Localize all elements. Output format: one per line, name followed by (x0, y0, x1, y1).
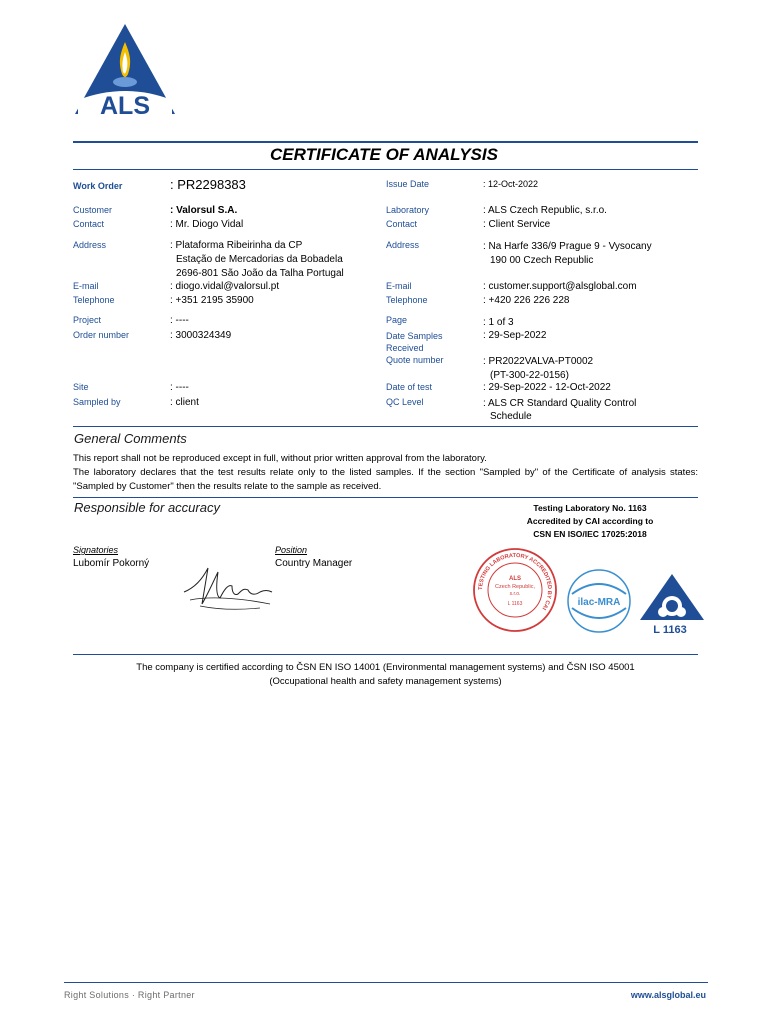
address-line-3: 2696-801 São João da Talha Portugal (176, 268, 344, 279)
site-value: : ---- (170, 382, 189, 393)
signatories-label: Signatories (73, 545, 119, 555)
laboratory-seal (472, 547, 558, 633)
order-number-value: : 3000324349 (170, 330, 232, 341)
comments-rule (73, 426, 698, 427)
position-value: Country Manager (275, 558, 353, 569)
accreditation-line-3: CSN EN ISO/IEC 17025:2018 (533, 529, 647, 539)
page-value: : 1 of 3 (483, 317, 514, 328)
cai-accreditation-logo (638, 572, 706, 638)
footer-tagline: Right Solutions · Right Partner (64, 990, 195, 1000)
work-order-value: : PR2298383 (170, 177, 246, 192)
lab-address-line-1: : Na Harfe 336/9 Prague 9 - Vysocany (483, 241, 652, 252)
accuracy-rule (73, 497, 698, 498)
certification-text (73, 661, 698, 689)
quote-number-label: Quote number (386, 355, 444, 365)
telephone-label: Telephone (73, 295, 115, 305)
date-of-test-value: : 29-Sep-2022 - 12-Oct-2022 (483, 382, 611, 393)
title-bottom-rule (73, 169, 698, 170)
lab-email-value: : customer.support@alsglobal.com (483, 281, 637, 292)
order-number-label: Order number (73, 330, 130, 340)
accreditation-line-2: Accredited by CAI according to (526, 516, 654, 526)
laboratory-value: : ALS Czech Republic, s.r.o. (483, 205, 607, 216)
general-comments-heading: General Comments (74, 431, 187, 446)
qc-level-line-2: Schedule (490, 411, 532, 422)
page-label: Page (386, 315, 408, 325)
lab-telephone-value: : +420 226 226 228 (483, 295, 570, 306)
lab-address-label: Address (386, 240, 420, 250)
qc-level-line-1: : ALS CR Standard Quality Control (483, 398, 637, 409)
cai-code: L 1163 (653, 624, 687, 636)
certification-rule (73, 654, 698, 655)
signature (180, 560, 275, 615)
issue-date-label: Issue Date (386, 179, 430, 189)
ilac-mra-logo (566, 568, 632, 634)
footer-rule (64, 982, 708, 983)
issue-date-value: : 12-Oct-2022 (483, 179, 539, 189)
address-line-1: : Plataforma Ribeirinha da CP (170, 240, 303, 251)
sampled-by-label: Sampled by (73, 397, 121, 407)
ilac-text: ilac-MRA (577, 597, 621, 608)
date-of-test-label: Date of test (386, 382, 433, 392)
quote-number-line-1: : PR2022VALVA-PT0002 (483, 356, 594, 367)
qc-level-label: QC Level (386, 397, 424, 407)
lab-email-label: E-mail (386, 281, 412, 291)
seal-line-1: ALS (509, 576, 521, 582)
certification-line-2: (Occupational health and safety management systems) (269, 676, 502, 687)
certification-line-1: The company is certified according to ČSN EN ISO 14001 (Environmental management systems) and ČSN ISO 45001 (136, 662, 635, 673)
customer-value: : Valorsul S.A. (170, 205, 238, 216)
date-samples-value: : 29-Sep-2022 (483, 330, 547, 341)
comments-line-2: The laboratory declares that the test results relate only to the listed samples. If the section "Sampled by" of the Certificate of analysis states: "Sampled by Customer" then the results relate to the sample as received. (73, 467, 698, 492)
seal-ring-text: TESTING LABORATORY ACCREDITED BY CAI (477, 552, 553, 611)
project-value: : ---- (170, 315, 189, 326)
accreditation-line-1: Testing Laboratory No. 1163 (533, 503, 647, 513)
document-title: CERTIFICATE OF ANALYSIS (270, 145, 498, 164)
telephone-value: : +351 2195 35900 (170, 295, 254, 306)
accreditation-block (500, 502, 680, 541)
email-label: E-mail (73, 281, 99, 291)
responsible-heading: Responsible for accuracy (74, 500, 220, 515)
signatory-name: Lubomír Pokorný (73, 558, 150, 569)
address-line-2: Estação de Mercadorias da Bobadela (176, 254, 343, 265)
sampled-by-value: : client (170, 397, 199, 408)
email-value: : diogo.vidal@valorsul.pt (170, 281, 280, 292)
date-samples-label: Date Samples (386, 331, 443, 341)
als-logo (70, 22, 180, 120)
work-order-label: Work Order (73, 181, 123, 191)
site-label: Site (73, 382, 89, 392)
contact-value: : Mr. Diogo Vidal (170, 219, 244, 230)
seal-line-2: Czech Republic, (494, 584, 536, 590)
laboratory-label: Laboratory (386, 205, 430, 215)
project-label: Project (73, 315, 102, 325)
lab-telephone-label: Telephone (386, 295, 428, 305)
logo-text: ALS (100, 92, 150, 120)
lab-contact-label: Contact (386, 219, 418, 229)
position-label: Position (275, 545, 308, 555)
customer-label: Customer (73, 205, 113, 215)
date-samples-received-label: Received (386, 343, 424, 353)
lab-contact-value: : Client Service (483, 219, 551, 230)
comments-line-1: This report shall not be reproduced except in full, without prior written approval from the laboratory. (73, 453, 487, 464)
footer-website-link[interactable]: www.alsglobal.eu (630, 990, 706, 1000)
seal-line-3: s.r.o. (509, 591, 521, 597)
address-label: Address (73, 240, 107, 250)
title-top-rule (73, 141, 698, 143)
seal-line-4: L 1163 (507, 601, 523, 607)
quote-number-line-2: (PT-300-22-0156) (490, 370, 569, 381)
lab-address-line-2: 190 00 Czech Republic (490, 255, 594, 266)
contact-label: Contact (73, 219, 105, 229)
